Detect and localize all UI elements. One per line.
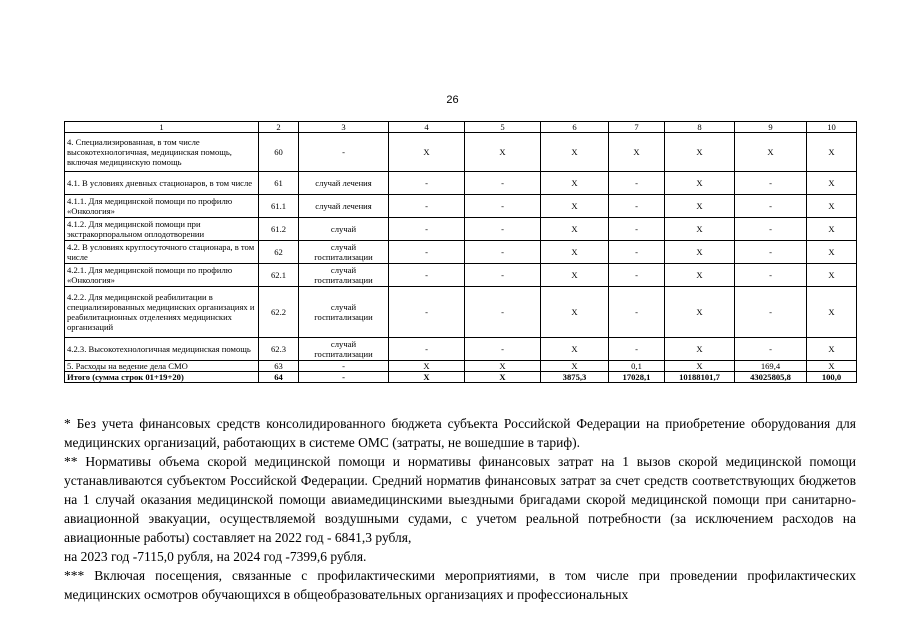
row-name-cell: 4. Специализированная, в том числе высокотехнологичная, медицинская помощь, включая медицинскую помощь xyxy=(65,133,259,172)
table-cell: 0,1 xyxy=(609,361,665,372)
table-cell: X xyxy=(541,264,609,287)
table-cell: - xyxy=(389,338,465,361)
table-cell: X xyxy=(541,172,609,195)
table-cell: - xyxy=(609,195,665,218)
table-row xyxy=(65,287,857,338)
table-cell: X xyxy=(541,287,609,338)
financing-table xyxy=(64,121,857,383)
table-cell: случай госпитализации xyxy=(299,241,389,264)
table-cell: - xyxy=(389,195,465,218)
table-cell: - xyxy=(299,133,389,172)
table-cell: X xyxy=(807,338,857,361)
table-cell: 60 xyxy=(259,133,299,172)
table-cell: 43025805,8 xyxy=(735,372,807,383)
table-cell: X xyxy=(665,195,735,218)
table-cell: - xyxy=(465,287,541,338)
table-cell: X xyxy=(541,338,609,361)
table-cell: X xyxy=(541,218,609,241)
table-row xyxy=(65,241,857,264)
table-row xyxy=(65,361,857,372)
table-cell: 100,0 xyxy=(807,372,857,383)
column-number: 8 xyxy=(665,122,735,133)
table-cell: - xyxy=(299,372,389,383)
table-cell: X xyxy=(665,241,735,264)
table-cell: - xyxy=(389,264,465,287)
row-name-cell: 4.1.1. Для медицинской помощи по профилю «Онкология» xyxy=(65,195,259,218)
table-cell: - xyxy=(465,218,541,241)
column-number: 4 xyxy=(389,122,465,133)
table-row xyxy=(65,264,857,287)
total-row xyxy=(65,372,857,383)
table-cell: X xyxy=(807,241,857,264)
row-name-cell: 4.1. В условиях дневных стационаров, в том числе xyxy=(65,172,259,195)
table-cell: X xyxy=(665,338,735,361)
table-cell: - xyxy=(735,338,807,361)
table-cell: X xyxy=(389,361,465,372)
table-cell: X xyxy=(735,133,807,172)
table-cell: X xyxy=(541,361,609,372)
table-cell: - xyxy=(609,218,665,241)
table-cell: X xyxy=(665,287,735,338)
table-cell: 169,4 xyxy=(735,361,807,372)
table-cell: случай xyxy=(299,218,389,241)
table-cell: X xyxy=(541,241,609,264)
footnote-2: ** Нормативы объема скорой медицинской помощи и нормативы финансовых затрат на 1 вызов скорой медицинской помощи устанавливаются субъектом Российской Федерации. Средний норматив финансовых затрат за счет средств соответствующих бюджетов на 1 случай оказания медицинской помощи авиамедицинскими выездными бригадами скорой медицинской помощи при санитарно-авиационной эвакуации, осуществляемой воздушными судами, с учетом реальной потребности (за исключением расходов на авиационные работы) составляет на 2022 год - 6841,3 рубля, xyxy=(64,454,856,545)
column-number: 6 xyxy=(541,122,609,133)
column-number: 9 xyxy=(735,122,807,133)
table-cell: - xyxy=(299,361,389,372)
table-cell: - xyxy=(735,287,807,338)
column-number: 3 xyxy=(299,122,389,133)
table-cell: - xyxy=(465,338,541,361)
table-cell: - xyxy=(735,195,807,218)
table-cell: X xyxy=(465,361,541,372)
table-cell: 3875,3 xyxy=(541,372,609,383)
table-row xyxy=(65,218,857,241)
table-cell: случай госпитализации xyxy=(299,338,389,361)
table-row xyxy=(65,133,857,172)
column-number: 2 xyxy=(259,122,299,133)
table-cell: - xyxy=(389,218,465,241)
table-cell: 62.3 xyxy=(259,338,299,361)
table-cell: 64 xyxy=(259,372,299,383)
row-name-cell: Итого (сумма строк 01+19+20) xyxy=(65,372,259,383)
table-cell: 61.1 xyxy=(259,195,299,218)
table-cell: X xyxy=(807,195,857,218)
column-number: 1 xyxy=(65,122,259,133)
table-cell: X xyxy=(665,264,735,287)
row-name-cell: 4.2. В условиях круглосуточного стационара, в том числе xyxy=(65,241,259,264)
table-cell: X xyxy=(807,361,857,372)
table-cell: 61 xyxy=(259,172,299,195)
table-cell: - xyxy=(609,264,665,287)
table-cell: X xyxy=(465,133,541,172)
table-cell: - xyxy=(735,241,807,264)
table-cell: X xyxy=(609,133,665,172)
table-cell: - xyxy=(735,172,807,195)
table-cell: - xyxy=(389,241,465,264)
table-cell: - xyxy=(389,172,465,195)
table-cell: - xyxy=(465,172,541,195)
page-number: 26 xyxy=(446,94,459,106)
table-cell: - xyxy=(389,287,465,338)
table-row xyxy=(65,172,857,195)
table-cell: 62.2 xyxy=(259,287,299,338)
table-cell: - xyxy=(735,264,807,287)
table-cell: X xyxy=(807,133,857,172)
table-cell: X xyxy=(807,287,857,338)
column-number: 10 xyxy=(807,122,857,133)
footnote-1: * Без учета финансовых средств консолидированного бюджета субъекта Российской Федерации на приобретение оборудования для медицинских организаций, работающих в системе ОМС (затраты, не вошедшие в тариф). xyxy=(64,416,856,450)
column-number: 7 xyxy=(609,122,665,133)
table-cell: X xyxy=(541,195,609,218)
table-cell: - xyxy=(465,241,541,264)
table-cell: X xyxy=(665,133,735,172)
table-cell: - xyxy=(609,338,665,361)
table-cell: - xyxy=(465,264,541,287)
table-cell: 61.2 xyxy=(259,218,299,241)
table-cell: X xyxy=(389,372,465,383)
table-cell: - xyxy=(735,218,807,241)
footnotes xyxy=(64,414,856,604)
row-name-cell: 5. Расходы на ведение дела СМО xyxy=(65,361,259,372)
table-cell: X xyxy=(807,218,857,241)
column-number: 5 xyxy=(465,122,541,133)
table-cell: - xyxy=(609,172,665,195)
table-cell: X xyxy=(807,264,857,287)
table-cell: - xyxy=(465,195,541,218)
table-cell: X xyxy=(807,172,857,195)
row-name-cell: 4.2.1. Для медицинской помощи по профилю «Онкология» xyxy=(65,264,259,287)
table-cell: 62 xyxy=(259,241,299,264)
table-cell: 62.1 xyxy=(259,264,299,287)
table-cell: X xyxy=(389,133,465,172)
table-cell: X xyxy=(665,218,735,241)
footnote-2-continuation: на 2023 год -7115,0 рубля, на 2024 год -7399,6 рубля. xyxy=(64,549,367,564)
table-cell: 17028,1 xyxy=(609,372,665,383)
table-cell: - xyxy=(609,287,665,338)
table-cell: случай лечения xyxy=(299,172,389,195)
row-name-cell: 4.1.2. Для медицинской помощи при экстракорпоральном оплодотворении xyxy=(65,218,259,241)
table-cell: 10188101,7 xyxy=(665,372,735,383)
table-row xyxy=(65,338,857,361)
table-cell: 63 xyxy=(259,361,299,372)
row-name-cell: 4.2.3. Высокотехнологичная медицинская помощь xyxy=(65,338,259,361)
table-cell: X xyxy=(465,372,541,383)
table-cell: случай госпитализации xyxy=(299,264,389,287)
table-cell: случай лечения xyxy=(299,195,389,218)
table-cell: - xyxy=(609,241,665,264)
row-name-cell: 4.2.2. Для медицинской реабилитации в специализированных медицинских организациях и реабилитационных отделениях медицинских организаций xyxy=(65,287,259,338)
table-cell: случай госпитализации xyxy=(299,287,389,338)
footnote-3: *** Включая посещения, связанные с профилактическими мероприятиями, в том числе при проведении профилактических медицинских осмотров обучающихся в общеобразовательных организациях и профессиональных xyxy=(64,568,856,602)
table-cell: X xyxy=(665,361,735,372)
table-cell: X xyxy=(665,172,735,195)
table-header-row xyxy=(65,122,857,133)
table-cell: X xyxy=(541,133,609,172)
table-row xyxy=(65,195,857,218)
